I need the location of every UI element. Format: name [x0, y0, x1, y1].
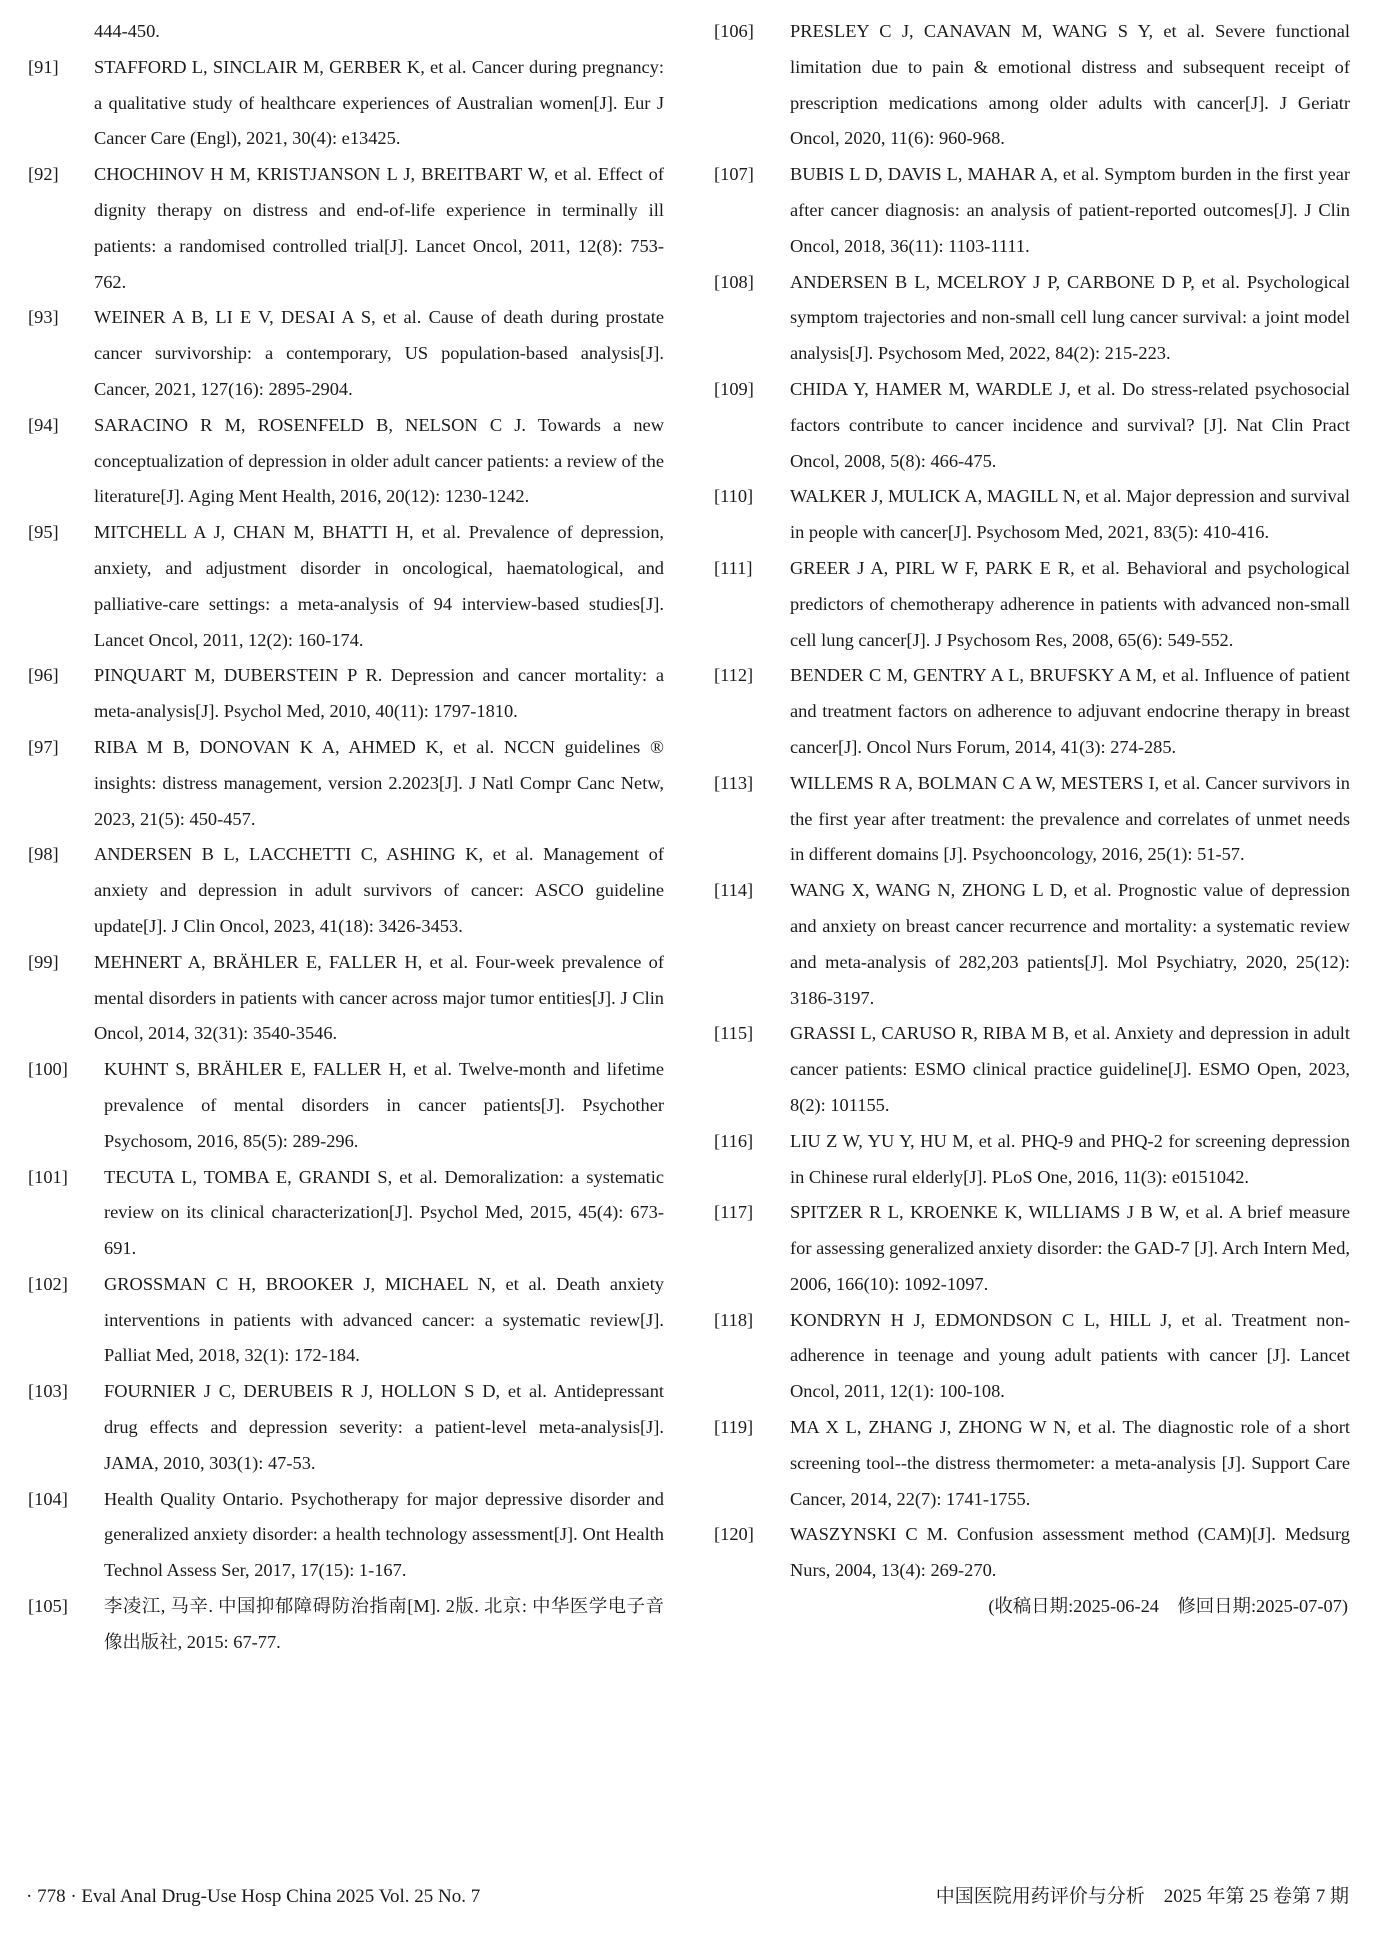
reference-number: [94] — [28, 414, 59, 435]
reference-text: KUHNT S, BRÄHLER E, FALLER H, et al. Twelve-month and lifetime prevalence of mental disorders in cancer patients[J]. Psychother Psychosom, 2016, 85(5): 289-296. — [104, 1059, 664, 1151]
reference-number: [92] — [28, 164, 59, 185]
reference-item — [28, 50, 664, 157]
reference-text: WILLEMS R A, BOLMAN C A W, MESTERS I, et al. Cancer survivors in the first year after treatment: the prevalence and correlates of unmet needs in different domains [J]. Psychooncology, 2016, 25(1): 51-57. — [790, 772, 1350, 865]
reference-number: [119] — [714, 1417, 754, 1438]
reference-number: [96] — [28, 665, 59, 686]
reference-text: 李凌江, 马辛. 中国抑郁障碍防治指南[M]. 2版. 北京: 中华医学电子音像出版社, 2015: 67-77. — [104, 1596, 664, 1652]
reference-item — [714, 1124, 1350, 1196]
reference-number: [115] — [714, 1023, 754, 1044]
reference-number: [113] — [714, 772, 754, 793]
reference-number: [117] — [714, 1202, 754, 1223]
left-column — [28, 14, 664, 1661]
reference-text: FOURNIER J C, DERUBEIS R J, HOLLON S D, et al. Antidepressant drug effects and depression severity: a patient-level meta-analysis[J]. JAMA, 2010, 303(1): 47-53. — [104, 1381, 664, 1473]
reference-number: [110] — [714, 486, 754, 507]
reference-number: [111] — [714, 557, 753, 578]
reference-item — [714, 157, 1350, 264]
reference-number: [107] — [714, 164, 754, 185]
reference-list-left — [28, 50, 664, 1661]
reference-number: [109] — [714, 378, 754, 399]
reference-list-right — [714, 14, 1350, 1589]
reference-text: ANDERSEN B L, LACCHETTI C, ASHING K, et al. Management of anxiety and depression in adult survivors of cancer: ASCO guideline update[J]. J Clin Oncol, 2023, 41(18): 3426-3453. — [94, 844, 664, 936]
reference-text: MA X L, ZHANG J, ZHONG W N, et al. The diagnostic role of a short screening tool--the distress thermometer: a meta-analysis [J]. Support Care Cancer, 2014, 22(7): 1741-1755. — [790, 1417, 1350, 1509]
reference-text: MEHNERT A, BRÄHLER E, FALLER H, et al. Four-week prevalence of mental disorders in patients with cancer across major tumor entities[J]. J Clin Oncol, 2014, 32(31): 3540-3546. — [94, 951, 664, 1044]
reference-number: [116] — [714, 1130, 754, 1151]
reference-item — [714, 551, 1350, 658]
reference-text: WEINER A B, LI E V, DESAI A S, et al. Cause of death during prostate cancer survivorship: a contemporary, US population-based analysis[J]. Cancer, 2021, 127(16): 2895-2904. — [94, 307, 664, 399]
reference-text: Health Quality Ontario. Psychotherapy for major depressive disorder and generalized anxiety disorder: a health technology assessment[J]. Ont Health Technol Assess Ser, 2017, 17(15): 1-167. — [104, 1488, 664, 1581]
reference-item — [28, 515, 664, 658]
reference-item — [28, 300, 664, 407]
reference-text: BENDER C M, GENTRY A L, BRUFSKY A M, et al. Influence of patient and treatment factors on adherence to adjuvant endocrine therapy in breast cancer[J]. Oncol Nurs Forum, 2014, 41(3): 274-285. — [790, 665, 1350, 757]
reference-number: [93] — [28, 307, 59, 328]
reference-item — [28, 1482, 664, 1589]
reference-item — [28, 1160, 664, 1267]
reference-item — [714, 14, 1350, 157]
reference-text: LIU Z W, YU Y, HU M, et al. PHQ-9 and PHQ-2 for screening depression in Chinese rural elderly[J]. PLoS One, 2016, 11(3): e0151042. — [790, 1130, 1350, 1187]
reference-text: PRESLEY C J, CANAVAN M, WANG S Y, et al. Severe functional limitation due to pain & emotional distress and subsequent receipt of prescription medications among older adults with cancer[J]. J Geriatr Oncol, 2020, 11(6): 960-968. — [790, 21, 1350, 149]
reference-text: STAFFORD L, SINCLAIR M, GERBER K, et al. Cancer during pregnancy: a qualitative study of healthcare experiences of Australian women[J]. Eur J Cancer Care (Engl), 2021, 30(4): e13425. — [94, 56, 664, 149]
reference-text: GREER J A, PIRL W F, PARK E R, et al. Behavioral and psychological predictors of chemotherapy adherence in patients with advanced non-small cell lung cancer[J]. J Psychosom Res, 2008, 65(6): 549-552. — [790, 557, 1350, 650]
reference-number: [91] — [28, 56, 59, 77]
reference-number: [120] — [714, 1524, 754, 1545]
reference-item — [28, 1267, 664, 1374]
reference-number: [103] — [28, 1381, 68, 1402]
reference-item — [714, 1195, 1350, 1302]
reference-continuation: 444-450. — [94, 21, 160, 41]
reference-text: SPITZER R L, KROENKE K, WILLIAMS J B W, et al. A brief measure for assessing generalized anxiety disorder: the GAD-7 [J]. Arch Intern Med, 2006, 166(10): 1092-1097. — [790, 1202, 1350, 1294]
reference-text: MITCHELL A J, CHAN M, BHATTI H, et al. Prevalence of depression, anxiety, and adjustment disorder in oncological, haematological, and palliative-care settings: a meta-analysis of 94 interview-based studies[J]. Lancet Oncol, 2011, 12(2): 160-174. — [94, 522, 664, 650]
reference-text: CHOCHINOV H M, KRISTJANSON L J, BREITBART W, et al. Effect of dignity therapy on distress and end-of-life experience in terminally ill patients: a randomised controlled trial[J]. Lancet Oncol, 2011, 12(8): 753-762. — [94, 164, 664, 292]
reference-item — [714, 1016, 1350, 1123]
reference-item — [714, 1410, 1350, 1517]
reference-number: [114] — [714, 880, 754, 901]
reference-item — [714, 1517, 1350, 1589]
reference-item — [714, 1303, 1350, 1410]
reference-item — [28, 157, 664, 300]
reference-number: [108] — [714, 271, 754, 292]
reference-text: RIBA M B, DONOVAN K A, AHMED K, et al. NCCN guidelines ® insights: distress management, version 2.2023[J]. J Natl Compr Canc Netw, 2023, 21(5): 450-457. — [94, 736, 664, 829]
footer-journal-chinese: 中国医院用药评价与分析 2025 年第 25 卷第 7 期 — [935, 1886, 1349, 1907]
reference-text: ANDERSEN B L, MCELROY J P, CARBONE D P, et al. Psychological symptom trajectories and non-small cell lung cancer survival: a joint model analysis[J]. Psychosom Med, 2022, 84(2): 215-223. — [790, 271, 1350, 364]
reference-item — [28, 1374, 664, 1481]
reference-number: [112] — [714, 665, 754, 686]
reference-item — [28, 945, 664, 1052]
reference-item — [714, 372, 1350, 479]
reference-text: CHIDA Y, HAMER M, WARDLE J, et al. Do stress-related psychosocial factors contribute to cancer incidence and survival? [J]. Nat Clin Pract Oncol, 2008, 5(8): 466-475. — [790, 378, 1350, 471]
reference-item — [714, 479, 1350, 551]
reference-number: [99] — [28, 951, 59, 972]
reference-number: [104] — [28, 1488, 68, 1509]
right-column — [714, 14, 1350, 1625]
reference-number: [118] — [714, 1309, 754, 1330]
reference-text: KONDRYN H J, EDMONDSON C L, HILL J, et al. Treatment non-adherence in teenage and young adult patients with cancer [J]. Lancet Oncol, 2011, 12(1): 100-108. — [790, 1309, 1350, 1402]
reference-item — [714, 658, 1350, 765]
reference-item — [28, 408, 664, 515]
reference-number: [105] — [28, 1596, 68, 1617]
reference-number: [101] — [28, 1166, 68, 1187]
reference-text: PINQUART M, DUBERSTEIN P R. Depression and cancer mortality: a meta-analysis[J]. Psychol Med, 2010, 40(11): 1797-1810. — [94, 665, 664, 722]
reference-number: [98] — [28, 844, 59, 865]
reference-text: WANG X, WANG N, ZHONG L D, et al. Prognostic value of depression and anxiety on breast cancer recurrence and mortality: a systematic review and meta-analysis of 282,203 patients[J]. Mol Psychiatry, 2020, 25(12): 3186-3197. — [790, 880, 1350, 1008]
reference-number: [106] — [714, 21, 754, 41]
reference-number: [102] — [28, 1273, 68, 1294]
footer-journal-english: · 778 · Eval Anal Drug-Use Hosp China 2025 Vol. 25 No. 7 — [26, 1886, 481, 1907]
reference-item — [28, 837, 664, 944]
reference-text: SARACINO R M, ROSENFELD B, NELSON C J. Towards a new conceptualization of depression in older adult cancer patients: a review of the literature[J]. Aging Ment Health, 2016, 20(12): 1230-1242. — [94, 414, 664, 507]
reference-text: GRASSI L, CARUSO R, RIBA M B, et al. Anxiety and depression in adult cancer patients: ESMO clinical practice guideline[J]. ESMO Open, 2023, 8(2): 101155. — [790, 1023, 1350, 1115]
reference-text: BUBIS L D, DAVIS L, MAHAR A, et al. Symptom burden in the first year after cancer diagnosis: an analysis of patient-reported outcomes[J]. J Clin Oncol, 2018, 36(11): 1103-1111. — [790, 164, 1350, 256]
received-revised-dates: (收稿日期:2025-06-24 修回日期:2025-07-07) — [988, 1596, 1348, 1617]
reference-item — [28, 730, 664, 837]
reference-number: [100] — [28, 1059, 68, 1080]
reference-item — [714, 873, 1350, 1016]
reference-text: WASZYNSKI C M. Confusion assessment method (CAM)[J]. Medsurg Nurs, 2004, 13(4): 269-270. — [790, 1524, 1350, 1581]
reference-text: WALKER J, MULICK A, MAGILL N, et al. Major depression and survival in people with cancer[J]. Psychosom Med, 2021, 83(5): 410-416. — [790, 486, 1350, 543]
reference-text: TECUTA L, TOMBA E, GRANDI S, et al. Demoralization: a systematic review on its clinical characterization[J]. Psychol Med, 2015, 45(4): 673-691. — [104, 1166, 664, 1259]
reference-text: GROSSMAN C H, BROOKER J, MICHAEL N, et al. Death anxiety interventions in patients with advanced cancer: a systematic review[J]. Palliat Med, 2018, 32(1): 172-184. — [104, 1273, 664, 1366]
reference-item — [28, 658, 664, 730]
reference-number: [95] — [28, 522, 59, 543]
reference-item — [28, 1052, 664, 1159]
reference-item — [714, 265, 1350, 372]
reference-number: [97] — [28, 736, 59, 757]
reference-item — [28, 1589, 664, 1661]
reference-item — [714, 766, 1350, 873]
